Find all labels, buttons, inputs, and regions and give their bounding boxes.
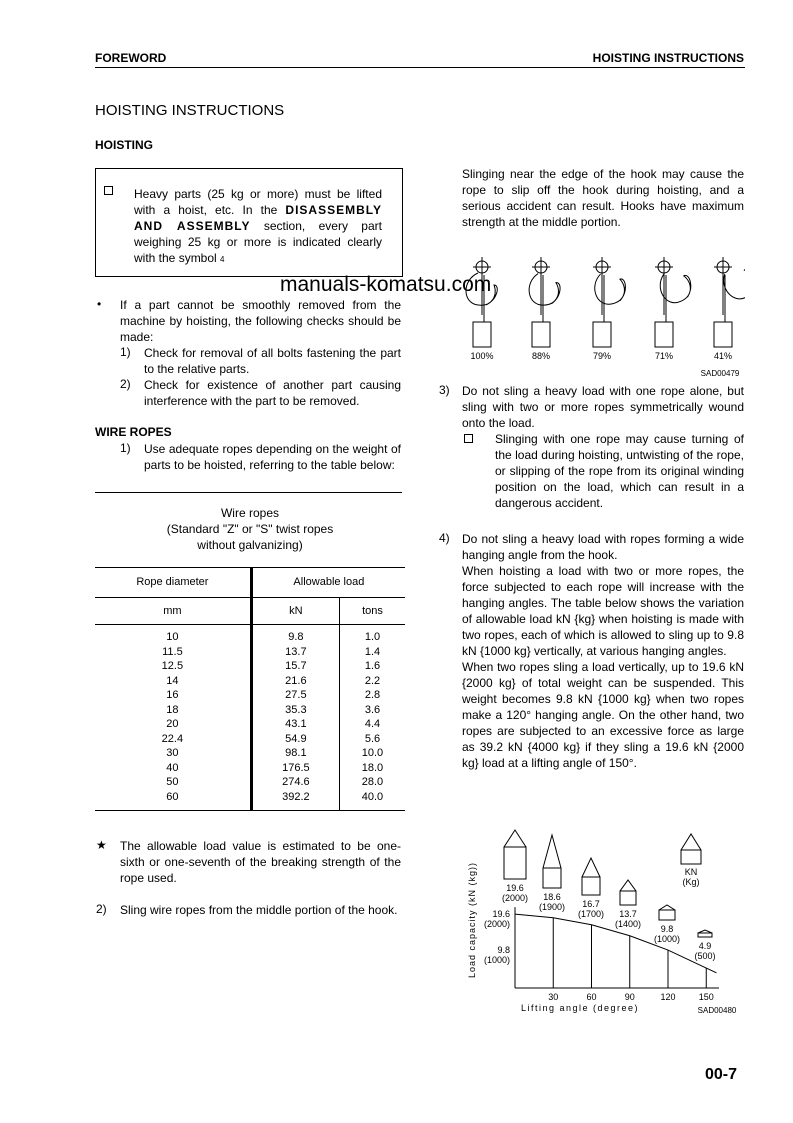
x-tick-label: 120 bbox=[660, 992, 676, 1002]
table-cell: 18.0 bbox=[361, 761, 384, 774]
data-label-kn: 13.7 bbox=[619, 909, 637, 919]
item-number: 3) bbox=[439, 383, 450, 397]
table-cell: 176.5 bbox=[251, 761, 339, 776]
table-cell: 30 bbox=[95, 746, 251, 761]
table-cell: 11.5 bbox=[95, 645, 251, 660]
check-item-text: Check for removal of all bolts fastening the part to the relative parts. bbox=[144, 346, 401, 376]
table-cell: 12.5 bbox=[95, 659, 251, 674]
hook-label: 79% bbox=[592, 351, 612, 361]
table-cell: 5.6 bbox=[364, 732, 381, 745]
check-item-text: Check for existence of another part causing interference with the part to be removed. bbox=[144, 378, 401, 408]
x-axis-label: Lifting angle (degree) bbox=[520, 1003, 640, 1013]
data-label-kg: (1400) bbox=[614, 919, 642, 929]
sling-icon bbox=[659, 905, 675, 910]
item-number: 1) bbox=[120, 345, 131, 359]
x-tick-label: 90 bbox=[624, 992, 635, 1002]
table-cell: 18 bbox=[95, 703, 251, 718]
data-label-kg: (1700) bbox=[577, 909, 605, 919]
figure-code: SAD00480 bbox=[697, 1006, 737, 1015]
hook-label: 88% bbox=[531, 351, 551, 361]
x-tick-label: 150 bbox=[698, 992, 714, 1002]
legend-unit: KN bbox=[684, 867, 698, 877]
table-cell: 98.1 bbox=[251, 746, 339, 761]
table-cell: 1.0 bbox=[364, 631, 381, 643]
table-cell: 54.9 bbox=[251, 732, 339, 747]
figure-code: SAD00479 bbox=[700, 369, 740, 378]
table-cell: 10 bbox=[95, 625, 251, 645]
y-tick-label: 19.6 bbox=[492, 909, 510, 920]
wire-ropes-text: Use adequate ropes depending on the weight of parts to be hoisted, referring to the table below: bbox=[144, 442, 401, 472]
x-tick-label: 30 bbox=[548, 992, 559, 1002]
col-header-diameter: Rope diameter bbox=[95, 567, 251, 598]
item4-para: When two ropes sling a load vertically, up to 19.6 kN {2000 kg} of total weight can be suspended. This weight becomes 9.8 kN {1000 kg} when two ropes make a 120° hanging angle. On the other hand, two ropes are subjected to an excessive force as large as 39.2 kN {4000 kg} if they sling a 19.6 kN {2000 kg} load at a lifting angle of 150°. bbox=[462, 660, 744, 770]
table-cell: 28.0 bbox=[361, 776, 384, 788]
item-number: 2) bbox=[96, 902, 107, 916]
item4-para: Do not sling a heavy load with ropes forming a wide hanging angle from the hook. bbox=[462, 532, 744, 562]
star-icon: ★ bbox=[96, 838, 107, 852]
table-cell: 2.2 bbox=[364, 674, 381, 687]
item3-text: Do not sling a heavy load with one rope alone, but sling with two or more ropes symmetrically wound onto the load. bbox=[462, 384, 744, 430]
table-cell: 20 bbox=[95, 717, 251, 732]
data-label-kg: (500) bbox=[694, 951, 716, 961]
bullet-text: If a part cannot be smoothly removed from the machine by hoisting, the following checks should be made: bbox=[120, 298, 401, 344]
hook-label: 100% bbox=[470, 351, 494, 361]
data-label-kn: 18.6 bbox=[543, 892, 561, 902]
y-tick-label: (2000) bbox=[483, 919, 510, 930]
table-cell: 3.6 bbox=[364, 703, 381, 716]
load-icon bbox=[543, 868, 561, 888]
sling-icon bbox=[582, 858, 600, 877]
page-number: 00-7 bbox=[705, 1066, 738, 1083]
legend-load-icon bbox=[681, 850, 701, 864]
section-heading-hoisting: HOISTING bbox=[95, 138, 154, 152]
table-cell: 21.6 bbox=[251, 674, 339, 689]
sling-icon bbox=[620, 880, 636, 891]
bullet-mark: • bbox=[97, 297, 102, 311]
table-cell: 40.0 bbox=[339, 790, 405, 811]
table-cell: 40 bbox=[95, 761, 251, 776]
legend-unit: (Kg) bbox=[682, 877, 700, 887]
star-note-text: The allowable load value is estimated to be one-sixth or one-seventh of the breaking strength of the rope used. bbox=[120, 839, 401, 885]
header-left: FOREWORD bbox=[95, 51, 167, 65]
section-heading-wire-ropes: WIRE ROPES bbox=[95, 425, 172, 439]
table-cell: 1.4 bbox=[364, 645, 381, 658]
x-tick-label: 60 bbox=[586, 992, 597, 1002]
table-cell: 10.0 bbox=[361, 747, 384, 759]
table-cell: 60 bbox=[95, 790, 251, 811]
data-label-kn: 19.6 bbox=[506, 883, 524, 893]
table-cell: 274.6 bbox=[251, 775, 339, 790]
col-header-load: Allowable load bbox=[251, 567, 405, 598]
unit-kn: kN bbox=[251, 598, 339, 625]
right-intro-text: Slinging near the edge of the hook may cause the rope to slip off the hook during hoisting, and a serious accident can result. Hooks have maximum strength at the middle portion. bbox=[462, 167, 744, 229]
data-label-kn: 4.9 bbox=[698, 941, 712, 951]
load-icon bbox=[698, 933, 712, 937]
y-tick-label: (1000) bbox=[483, 955, 510, 966]
load-icon bbox=[620, 891, 636, 905]
hook-label: 71% bbox=[654, 351, 674, 361]
data-label-kg: (1900) bbox=[538, 902, 566, 912]
table-cell: 4.4 bbox=[364, 718, 381, 730]
sling-icon bbox=[543, 835, 561, 868]
load-icon bbox=[504, 847, 526, 879]
item-number: 2) bbox=[120, 377, 131, 391]
item4-para: When hoisting a load with two or more ropes, the force subjected to each rope will increase with the hanging angles. The table below shows the variation of allowable load kN {kg} when hoisting is made with two ropes, each of which is allowed to sling up to 9.8 kN {1000 kg} vertically, at various hanging angles. bbox=[462, 564, 744, 658]
table-cell: 2.8 bbox=[364, 689, 381, 701]
table-cell: 27.5 bbox=[251, 688, 339, 703]
hook-label: 41% bbox=[713, 351, 733, 361]
y-tick-label: 9.8 bbox=[497, 945, 510, 956]
header-right: HOISTING INSTRUCTIONS bbox=[592, 51, 744, 65]
y-axis-label: Load capacity (kN (kg)) bbox=[467, 861, 477, 979]
sling-icon bbox=[504, 830, 526, 847]
table-cell: 14 bbox=[95, 674, 251, 689]
data-label-kg: (1000) bbox=[653, 934, 681, 944]
table-cell: 13.7 bbox=[251, 645, 339, 660]
data-label-kg: (2000) bbox=[501, 893, 529, 903]
load-icon bbox=[582, 877, 600, 895]
caption-line: Wire ropes bbox=[220, 506, 279, 520]
table-cell: 35.3 bbox=[251, 703, 339, 718]
table-cell: 15.7 bbox=[251, 659, 339, 674]
table-cell: 1.6 bbox=[364, 660, 381, 672]
watermark: manuals-komatsu.com bbox=[280, 273, 492, 296]
item2-text: Sling wire ropes from the middle portion of the hook. bbox=[120, 903, 398, 917]
load-icon bbox=[659, 910, 675, 920]
table-cell: 392.2 bbox=[251, 790, 339, 811]
data-label-kn: 16.7 bbox=[582, 899, 600, 909]
table-cell: 16 bbox=[95, 688, 251, 703]
table-cell: 22.4 bbox=[95, 732, 251, 747]
table-cell: 9.8 bbox=[251, 625, 339, 645]
notice-text: Heavy parts (25 kg or more) must be lifted with a hoist, etc. In the DISASSEMBLY AND ASSEMBLY section, every part weighing 25 kg or more is indicated clearly with the symbol 4 bbox=[134, 187, 382, 265]
unit-mm: mm bbox=[95, 598, 251, 625]
item3-note: Slinging with one rope may cause turning of the load during hoisting, untwisting of the rope, or slipping of the rope from its original winding position on the load, which can result in a dangerous accident. bbox=[495, 432, 744, 510]
page-title: HOISTING INSTRUCTIONS bbox=[95, 102, 285, 119]
unit-tons: tons bbox=[339, 598, 405, 625]
data-label-kn: 9.8 bbox=[660, 924, 674, 934]
caption-line: (Standard "Z" or "S" twist ropes bbox=[166, 522, 334, 536]
caption-line: without galvanizing) bbox=[197, 538, 303, 552]
table-cell: 50 bbox=[95, 775, 251, 790]
legend-sling-icon bbox=[681, 834, 701, 850]
item-number: 1) bbox=[120, 441, 131, 455]
item-number: 4) bbox=[439, 531, 450, 545]
table-cell: 43.1 bbox=[251, 717, 339, 732]
